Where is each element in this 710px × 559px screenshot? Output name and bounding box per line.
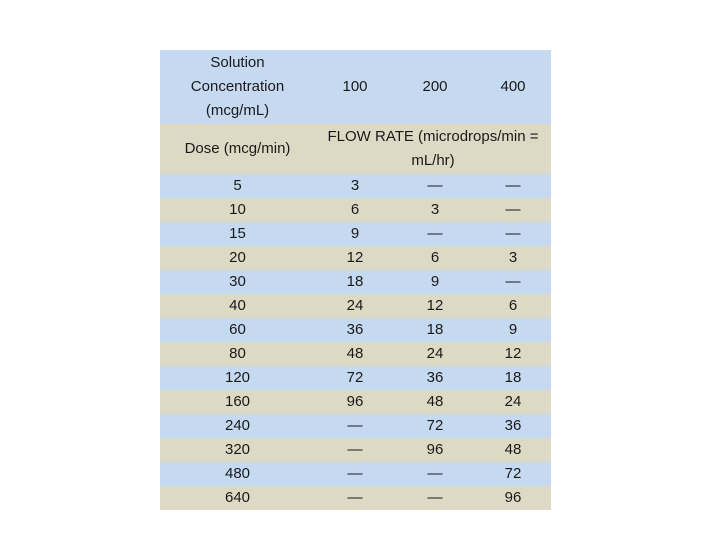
table-row: [160, 246, 551, 270]
table-row: [160, 174, 551, 198]
dose-cell: 10: [160, 198, 315, 222]
flow-rate-cell-100: —: [315, 438, 395, 462]
flow-rate-cell-400: 96: [475, 486, 551, 510]
flow-rate-cell-200: 96: [395, 438, 475, 462]
flow-rate-cell-200: 6: [395, 246, 475, 270]
flow-rate-cell-200: —: [395, 222, 475, 246]
table-row: [160, 198, 551, 222]
flow-rate-cell-100: 3: [315, 174, 395, 198]
table-row: [160, 438, 551, 462]
flow-rate-cell-400: 3: [475, 246, 551, 270]
table-row: [160, 462, 551, 486]
concentration-100-header: 100: [315, 50, 395, 124]
dose-cell: 5: [160, 174, 315, 198]
flow-rate-cell-400: —: [475, 198, 551, 222]
concentration-label-line-1: Solution: [210, 54, 265, 71]
table-row: [160, 318, 551, 342]
table-row: [160, 270, 551, 294]
flow-rate-cell-400: 12: [475, 342, 551, 366]
concentration-label-line-2: Concentration: [190, 78, 285, 95]
flow-rate-cell-200: 48: [395, 390, 475, 414]
concentration-label-cell: [160, 50, 315, 124]
dose-cell: 80: [160, 342, 315, 366]
dose-cell: 15: [160, 222, 315, 246]
flow-rate-cell-200: 12: [395, 294, 475, 318]
table-row: [160, 294, 551, 318]
dose-cell: 640: [160, 486, 315, 510]
flow-rate-cell-200: 36: [395, 366, 475, 390]
concentration-200-header: 200: [395, 50, 475, 124]
flow-rate-cell-400: 18: [475, 366, 551, 390]
table-row: [160, 486, 551, 510]
flow-rate-cell-100: 24: [315, 294, 395, 318]
dose-cell: 160: [160, 390, 315, 414]
flow-rate-cell-200: —: [395, 462, 475, 486]
flow-rate-cell-100: 72: [315, 366, 395, 390]
flow-rate-cell-100: —: [315, 414, 395, 438]
flow-rate-cell-200: 9: [395, 270, 475, 294]
dose-header-row: [160, 124, 551, 174]
dose-label-cell: Dose (mcg/min): [160, 124, 315, 174]
flow-rate-label-line-1: FLOW RATE (microdrops/min =: [327, 128, 539, 145]
flow-rate-label-cell: [315, 124, 551, 174]
flow-rate-cell-100: 9: [315, 222, 395, 246]
flow-rate-label-line-2: mL/hr): [411, 152, 455, 169]
table-body: [160, 50, 551, 510]
flow-rate-cell-400: 36: [475, 414, 551, 438]
flow-rate-cell-200: 72: [395, 414, 475, 438]
flow-rate-cell-100: 6: [315, 198, 395, 222]
flow-rate-cell-400: 6: [475, 294, 551, 318]
flow-rate-cell-400: —: [475, 270, 551, 294]
flow-rate-cell-400: —: [475, 174, 551, 198]
table-row: [160, 342, 551, 366]
table-row: [160, 222, 551, 246]
flow-rate-table: [160, 50, 551, 510]
flow-rate-cell-200: —: [395, 174, 475, 198]
flow-rate-cell-100: 12: [315, 246, 395, 270]
flow-rate-cell-200: 3: [395, 198, 475, 222]
dose-cell: 240: [160, 414, 315, 438]
concentration-400-header: 400: [475, 50, 551, 124]
concentration-header-row: [160, 50, 551, 124]
concentration-label-line-3: (mcg/mL): [205, 102, 270, 119]
flow-rate-cell-100: 36: [315, 318, 395, 342]
flow-rate-cell-400: —: [475, 222, 551, 246]
flow-rate-cell-100: 18: [315, 270, 395, 294]
flow-rate-cell-400: 24: [475, 390, 551, 414]
dose-cell: 40: [160, 294, 315, 318]
dose-cell: 120: [160, 366, 315, 390]
flow-rate-table-container: [160, 50, 551, 510]
dose-cell: 60: [160, 318, 315, 342]
dose-cell: 30: [160, 270, 315, 294]
flow-rate-cell-400: 9: [475, 318, 551, 342]
flow-rate-cell-400: 48: [475, 438, 551, 462]
flow-rate-cell-100: —: [315, 486, 395, 510]
flow-rate-cell-400: 72: [475, 462, 551, 486]
dose-cell: 20: [160, 246, 315, 270]
flow-rate-cell-200: —: [395, 486, 475, 510]
flow-rate-cell-100: —: [315, 462, 395, 486]
dose-cell: 320: [160, 438, 315, 462]
table-row: [160, 366, 551, 390]
flow-rate-cell-100: 96: [315, 390, 395, 414]
dose-cell: 480: [160, 462, 315, 486]
table-row: [160, 390, 551, 414]
flow-rate-cell-200: 24: [395, 342, 475, 366]
flow-rate-cell-200: 18: [395, 318, 475, 342]
flow-rate-cell-100: 48: [315, 342, 395, 366]
table-row: [160, 414, 551, 438]
